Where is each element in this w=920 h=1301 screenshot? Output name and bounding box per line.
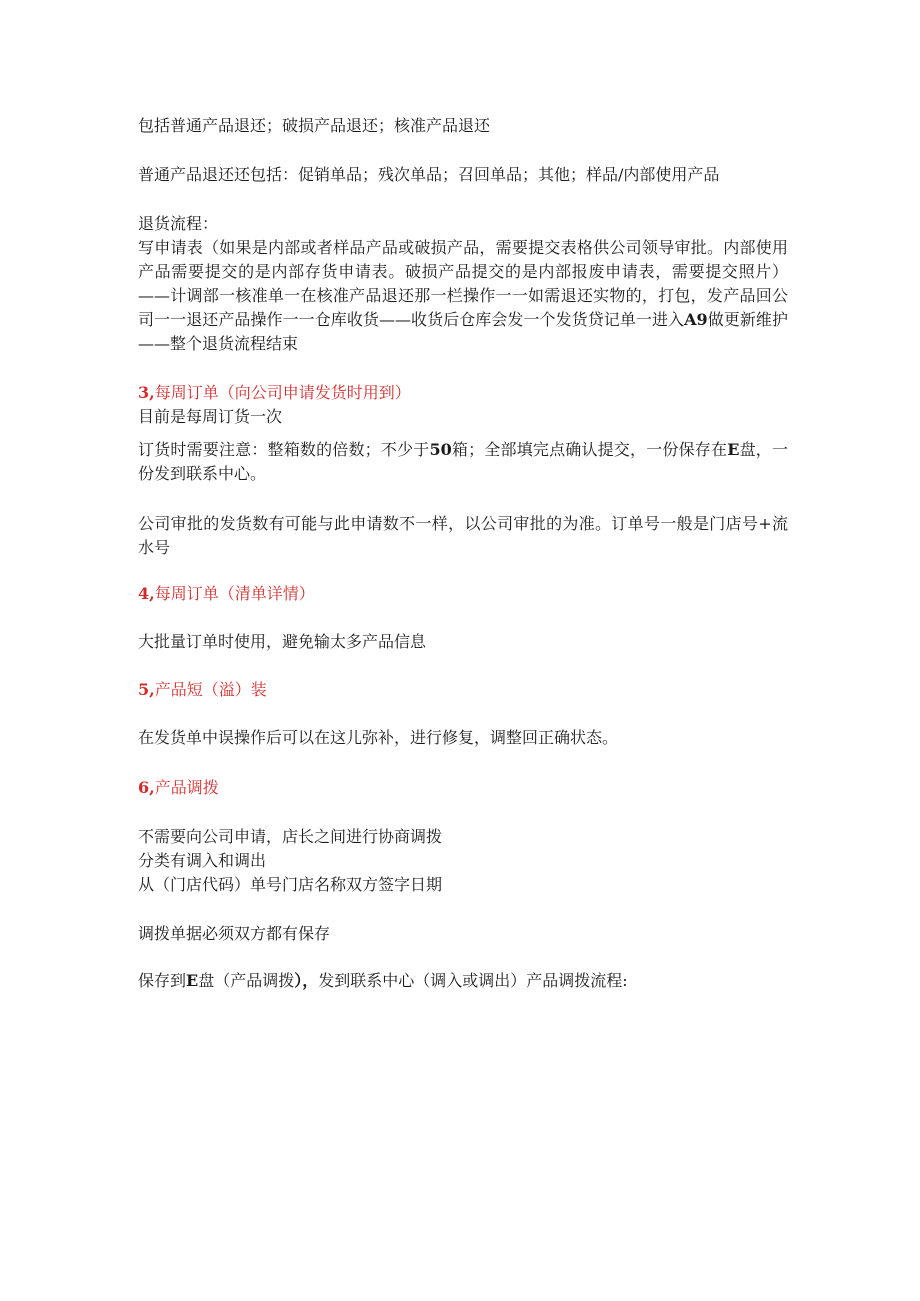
section-3-line-2: 订货时需要注意：整箱数的倍数；不少于50箱；全部填完点确认提交，一份保存在E盘，一份发到联系中心。: [138, 440, 788, 483]
section-6-line-2: 分类有调入和调出: [138, 851, 267, 870]
section-6-line-4: 调拨单据必须双方都有保存: [138, 924, 331, 943]
section-3-line-1: 目前是每周订货一次: [138, 407, 283, 426]
return-process-title: 退货流程：: [138, 214, 219, 233]
section-6-line-5: 保存到E盘（产品调拨），发到联系中心（调入或调出）产品调拨流程:: [138, 971, 628, 990]
section-6-line-3: 从（门店代码）单号门店名称双方签字日期: [138, 875, 443, 894]
section-6-heading: 6,产品调拨: [138, 778, 219, 797]
section-6-line-1: 不需要向公司申请，店长之间进行协商调拨: [138, 827, 443, 846]
return-process-body: 写申请表（如果是内部或者样品产品或破损产品，需要提交表格供公司领导审批。内部使用产品需要提交的是内部存货申请表。破损产品提交的是内部报废申请表，需要提交照片）——计调部一核准单一在核准产品退还那一栏操作一一如需退还实物的，打包，发产品回公司一一退还产品操作一一仓库收货——收货后仓库会发一个发货贷记单一进入A9做更新维护——整个退货流程结束: [138, 238, 788, 353]
paragraph-normal-return-includes: 普通产品退还还包括：促销单品；残次单品；召回单品；其他；样品/内部使用产品: [138, 165, 720, 184]
section-4-line-1: 大批量订单时使用，避免输太多产品信息: [138, 632, 427, 651]
section-5-line-1: 在发货单中误操作后可以在这儿弥补，进行修复，调整回正确状态。: [138, 728, 619, 747]
section-3-line-3: 公司审批的发货数有可能与此申请数不一样，以公司审批的为准。订单号一般是门店号+流水号: [138, 514, 788, 557]
paragraph-return-types: 包括普通产品退还；破损产品退还；核准产品退还: [138, 116, 491, 135]
section-3-heading: 3,每周订单（向公司申请发货时用到）: [138, 383, 411, 402]
section-4-heading: 4,每周订单（清单详情）: [138, 584, 315, 603]
section-5-heading: 5,产品短（溢）装: [138, 680, 267, 699]
